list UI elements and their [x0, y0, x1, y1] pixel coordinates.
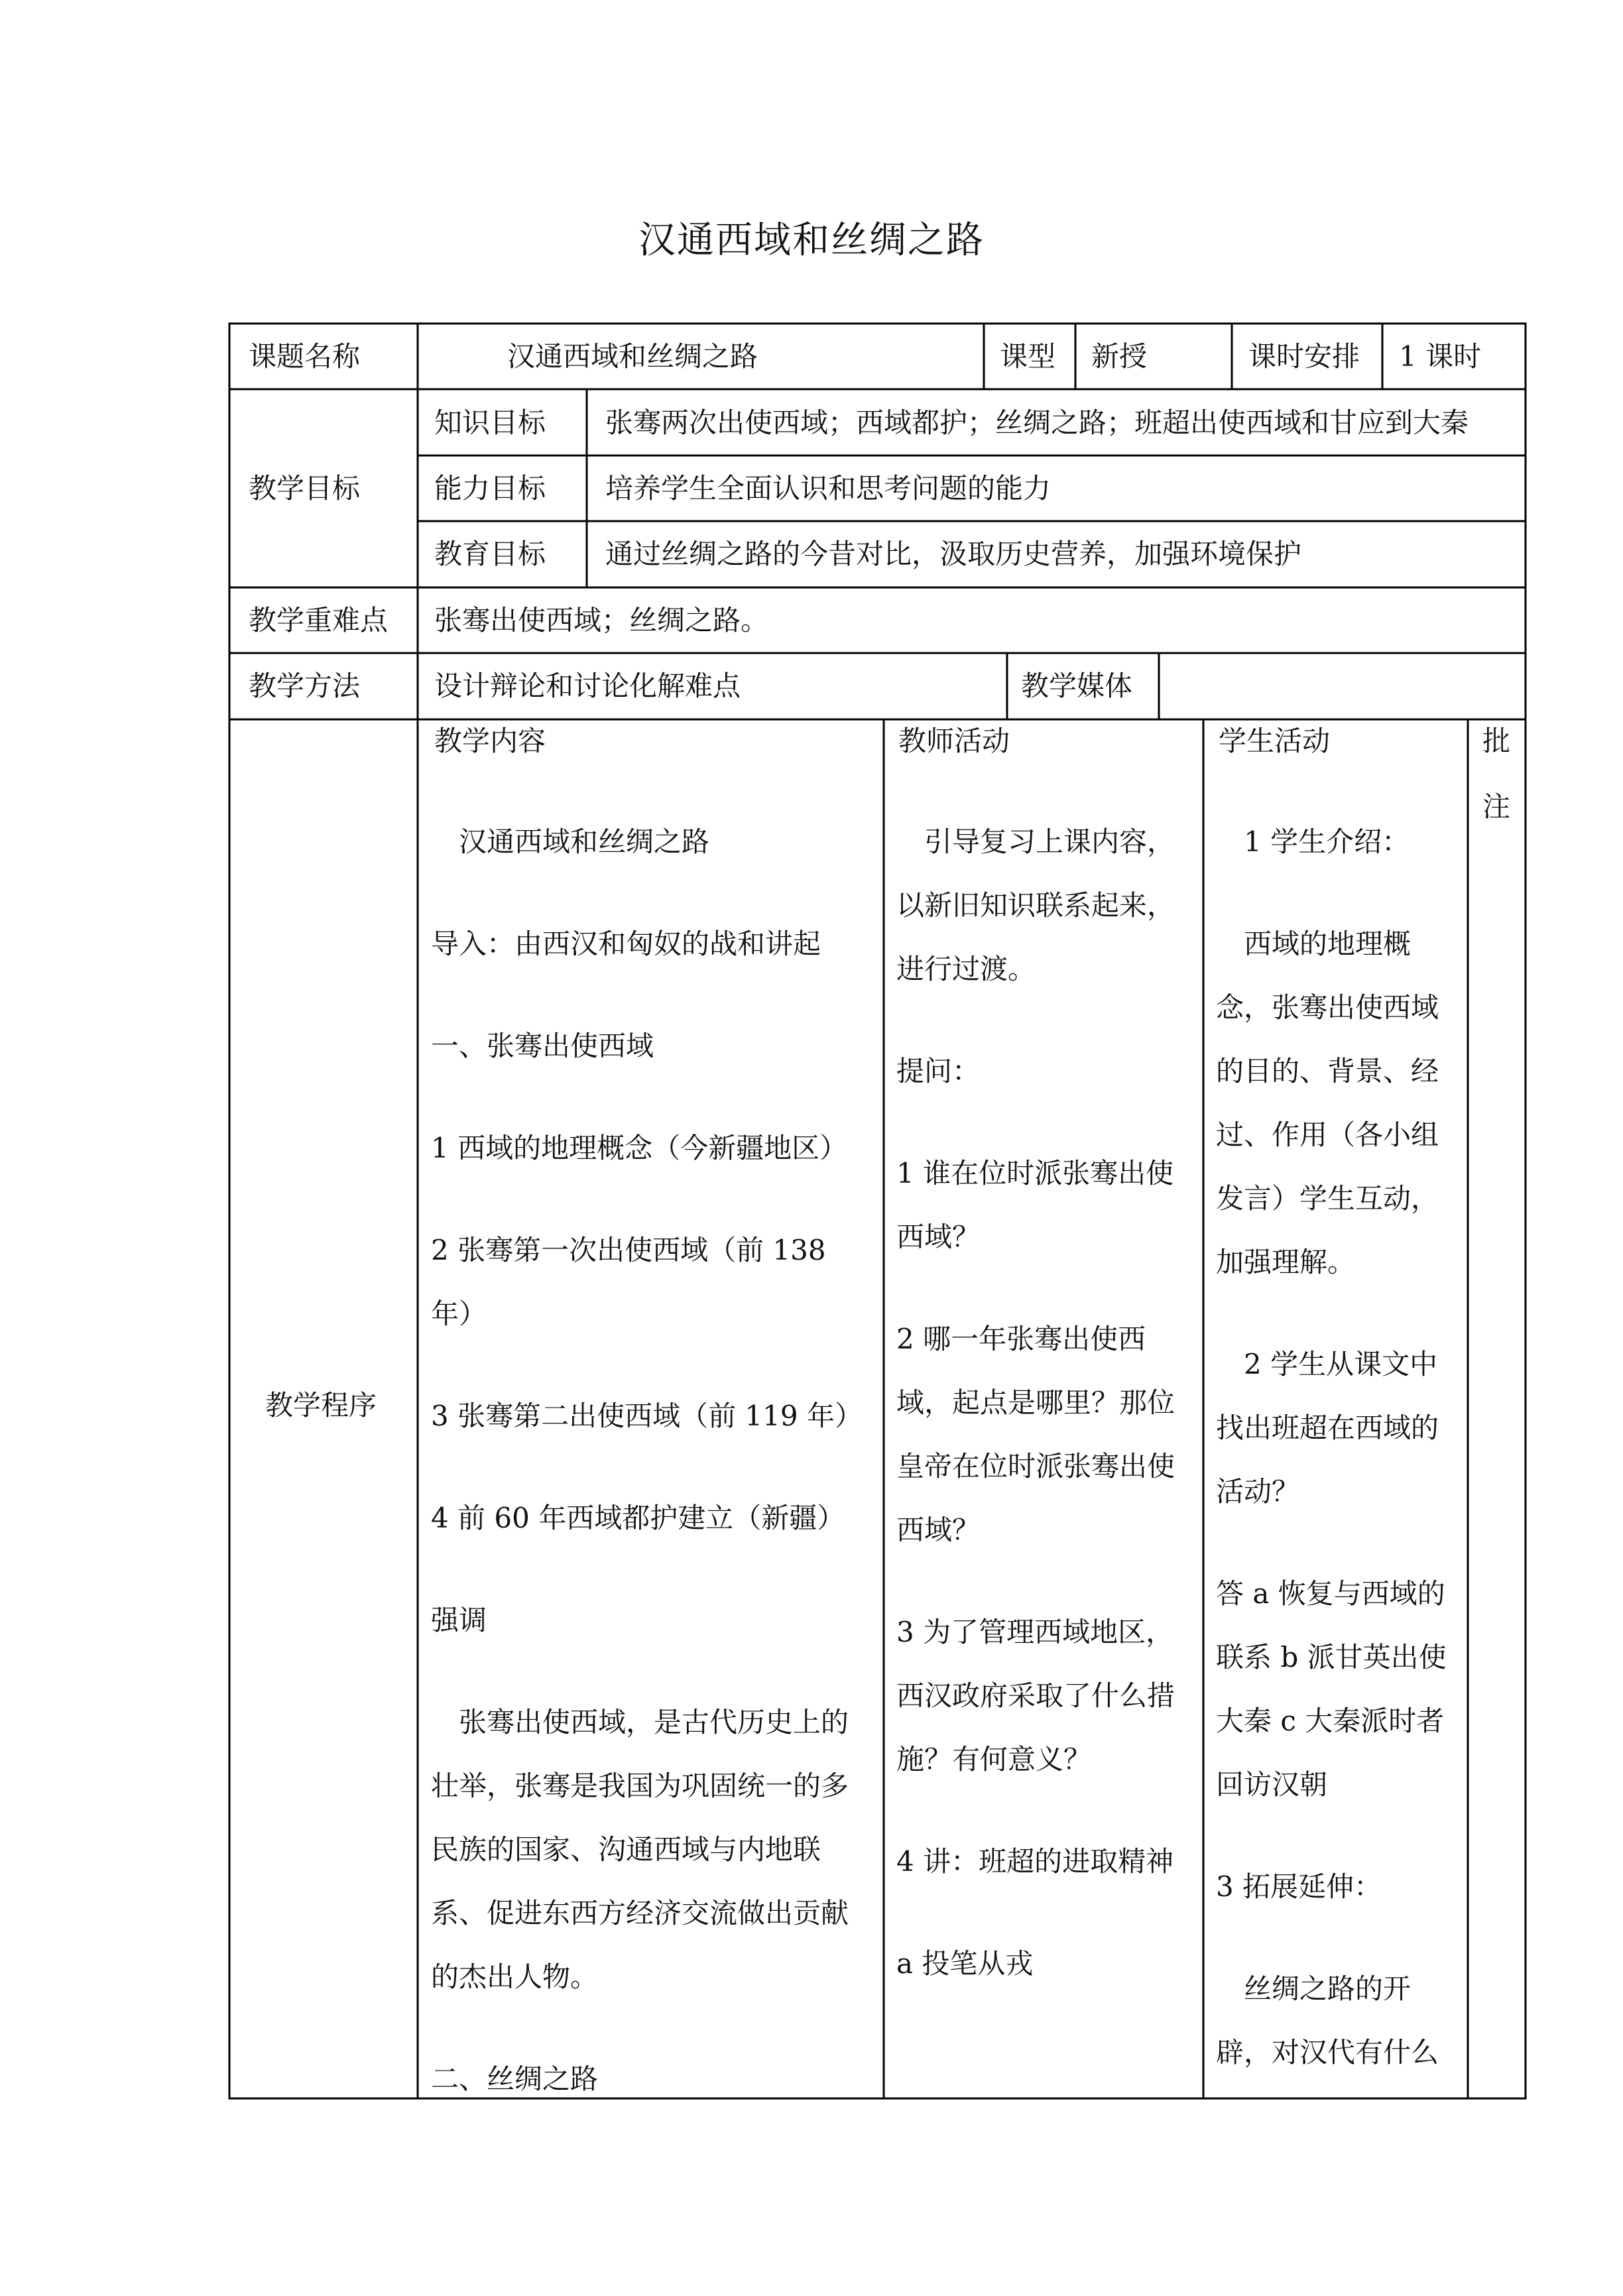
teacher-column [896, 810, 1188, 1996]
student-paragraph: 丝绸之路的开辟，对汉代有什么 [1216, 1972, 1439, 2069]
content-line: 4 前 60 年西域都护建立（新疆） [431, 1502, 845, 1534]
content-paragraph: 张骞出使西域，是古代历史上的壮举，张骞是我国为巩固统一的多民族的国家、沟通西域与内地联系、促进东西方经济交流做出贡献的杰出人物。 [431, 1706, 849, 1993]
student-header: 学生活动 [1219, 725, 1331, 757]
content-line: 3 张骞第二出使西域（前 119 年） [431, 1400, 863, 1432]
page-title: 汉通西域和丝绸之路 [638, 219, 985, 262]
student-paragraph: 西域的地理概念，张骞出使西域的目的、背景、经过、作用（各小组发言）学生互动，加强理解。 [1216, 928, 1439, 1278]
content-line: 1 西域的地理概念（今新疆地区） [431, 1132, 848, 1164]
method-label: 教学方法 [249, 670, 361, 702]
student-line: 3 拓展延伸： [1216, 1870, 1382, 1903]
teacher-paragraph: 引导复习上课内容，以新旧知识联系起来，进行过渡。 [896, 825, 1175, 985]
teacher-header: 教师活动 [898, 725, 1010, 757]
content-line: 一、张骞出使西域 [431, 1030, 654, 1062]
goal-knowledge-label: 知识目标 [434, 406, 546, 439]
schedule-label: 课时安排 [1248, 340, 1360, 373]
teacher-line: 4 讲：班超的进取精神 [896, 1845, 1174, 1878]
content-line: 汉通西域和丝绸之路 [459, 825, 710, 858]
remark-header-2: 注 [1482, 790, 1511, 823]
topic-value: 汉通西域和丝绸之路 [507, 340, 758, 373]
remark-header-1: 批 [1482, 725, 1511, 757]
type-label: 课型 [1000, 340, 1056, 373]
schedule-value: 1 课时 [1399, 340, 1482, 373]
goal-knowledge-value: 张骞两次出使西域；西域都护；丝绸之路；班超出使西域和甘应到大秦 [605, 406, 1469, 439]
student-column [1216, 810, 1456, 2085]
goal-education-label: 教育目标 [434, 538, 546, 570]
content-line: 强调 [431, 1604, 487, 1636]
media-label: 教学媒体 [1021, 670, 1133, 702]
type-value: 新授 [1091, 340, 1148, 373]
teacher-line: a 投笔从戎 [896, 1947, 1034, 1980]
topic-label: 课题名称 [249, 340, 361, 373]
content-line: 导入：由西汉和匈奴的战和讲起 [431, 928, 821, 960]
procedure-label: 教学程序 [265, 1389, 377, 1421]
goals-label: 教学目标 [249, 472, 361, 505]
teacher-paragraph: 2 哪一年张骞出使西域，起点是哪里？那位皇帝在位时派张骞出使西域？ [896, 1323, 1175, 1546]
content-column [431, 810, 875, 2111]
teacher-line: 提问： [896, 1055, 981, 1087]
teacher-paragraph: 3 为了管理西域地区，西汉政府采取了什么措施？有何意义？ [896, 1616, 1175, 1776]
key-points-label: 教学重难点 [249, 604, 389, 636]
goal-ability-label: 能力目标 [434, 472, 546, 505]
method-value: 设计辩论和讨论化解难点 [434, 670, 741, 702]
teacher-paragraph: 1 谁在位时派张骞出使西域？ [896, 1157, 1174, 1253]
goal-education-value: 通过丝绸之路的今昔对比，汲取历史营养，加强环境保护 [605, 538, 1302, 570]
content-line: 2 张骞第一次出使西域（前 138 年） [431, 1234, 826, 1330]
key-points-value: 张骞出使西域；丝绸之路。 [434, 604, 769, 636]
goal-ability-value: 培养学生全面认识和思考问题的能力 [605, 472, 1052, 505]
content-line: 二、丝绸之路 [431, 2063, 599, 2095]
student-paragraph: 答 a 恢复与西域的联系 b 派甘英出使大秦 c 大秦派时者回访汉朝 [1216, 1577, 1447, 1801]
content-header: 教学内容 [434, 725, 546, 757]
student-paragraph: 2 学生从课文中找出班超在西域的活动？ [1216, 1348, 1439, 1508]
student-line: 1 学生介绍： [1244, 825, 1410, 858]
